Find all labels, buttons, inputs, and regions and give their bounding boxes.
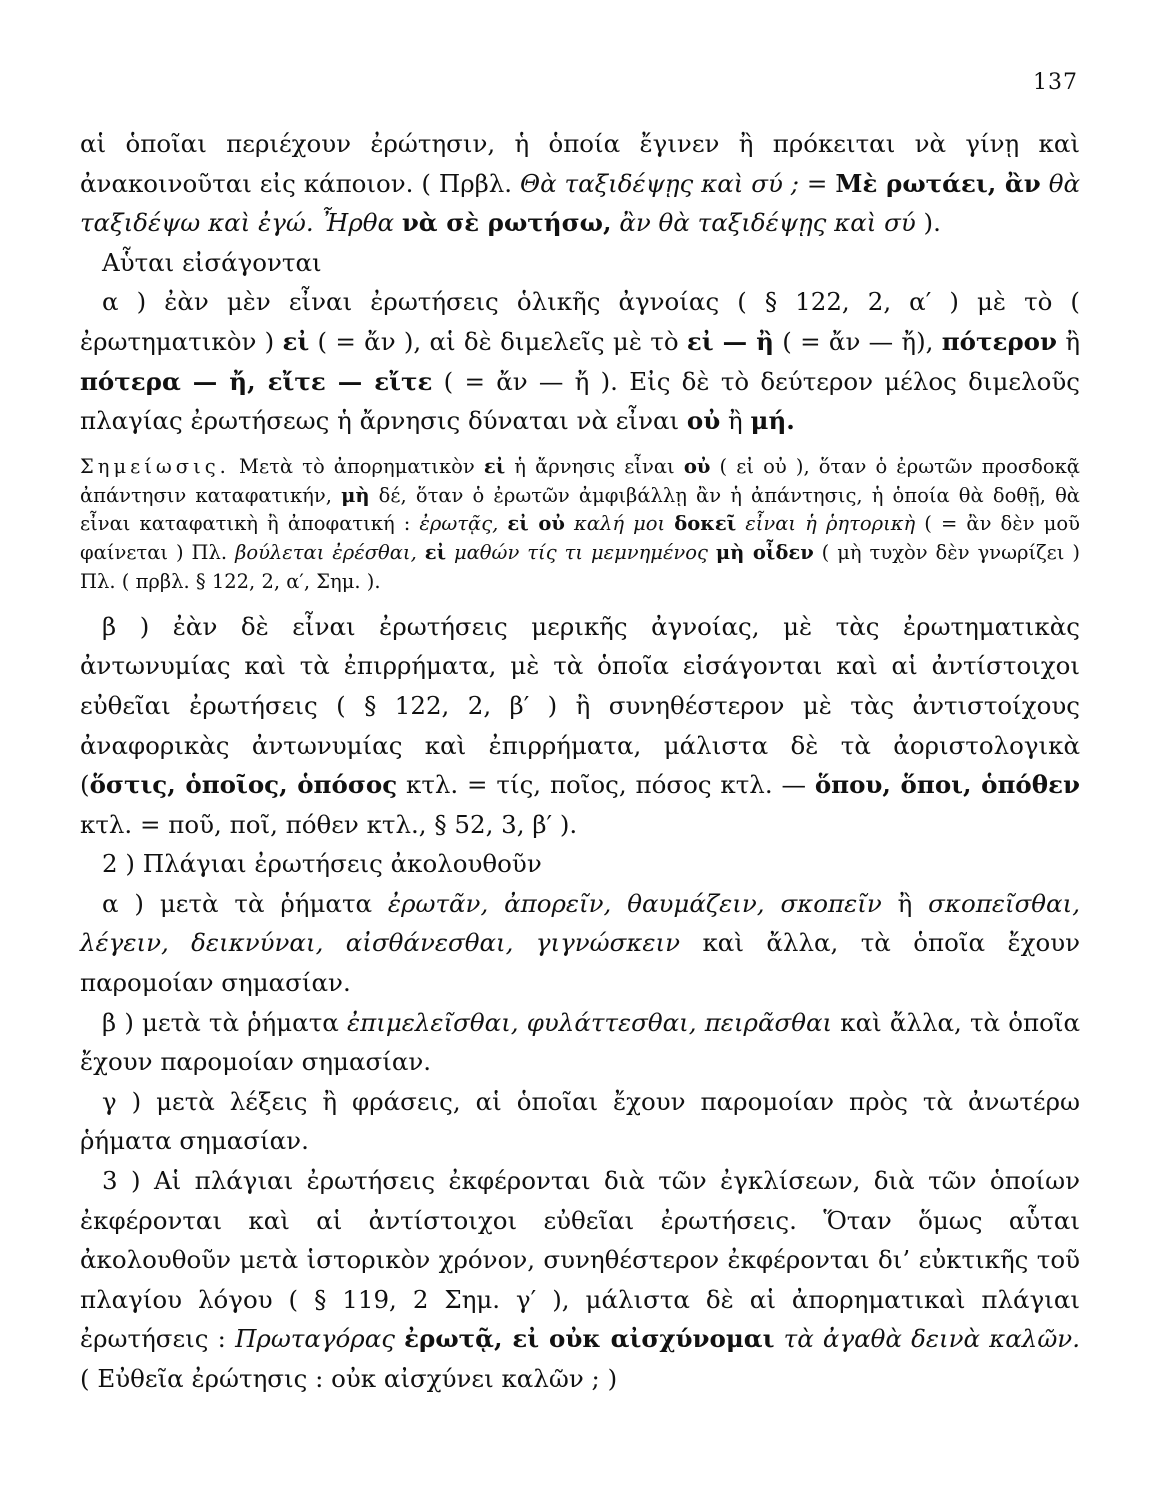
emphasized-text: μή. xyxy=(750,406,795,436)
emphasized-text: εἰ xyxy=(282,326,310,356)
emphasized-text: θὰ ταξιδέψω καὶ ἐγώ. Ἦρθα xyxy=(80,168,1080,238)
emphasized-text: εἰ xyxy=(424,541,447,565)
emphasized-text: ἐρωτᾶν, ἀπορεῖν, θαυμάζειν, σκοπεῖν xyxy=(387,888,882,918)
text-run xyxy=(1041,169,1049,198)
emphasized-text: ἐρωτᾷ, εἰ οὐκ αἰσχύνομαι xyxy=(404,1324,775,1354)
text-run: καὶ ἄλλα, τὰ ὁποῖα ἔχουν παρομοίαν σημασίαν. xyxy=(80,928,1080,998)
emphasized-text: ἐρωτᾷς, xyxy=(419,512,499,536)
emphasized-text: ὅπου, ὅποι, ὁπόθεν xyxy=(814,770,1080,800)
emphasized-text: βούλεται ἐρέσθαι, xyxy=(235,541,417,565)
emphasized-text: Πρωταγόρας xyxy=(235,1324,395,1354)
text-run xyxy=(665,512,674,535)
text-run: Μετὰ τὸ ἀπορηματικὸν xyxy=(229,454,484,478)
text-paragraph xyxy=(80,1082,1080,1161)
text-paragraph xyxy=(80,1161,1080,1399)
text-run: ἢ xyxy=(720,406,751,436)
text-run: ( μὴ τυχὸν δὲν γνωρίζει ) Πλ. ( πρβλ. § 122, 2, α′, Σημ. ). xyxy=(80,541,1080,593)
text-run xyxy=(446,541,454,564)
emphasized-text: καλή μοι xyxy=(574,512,666,536)
emphasized-text: εἰ — ἢ xyxy=(686,326,774,356)
page-body xyxy=(80,124,1080,1399)
emphasized-text: Μὲ ρωτάει, ἂν xyxy=(835,168,1041,198)
emphasized-text: Θὰ ταξιδέψῃς καὶ σύ ; xyxy=(519,168,800,198)
emphasized-text: τὰ ἀγαθὰ δεινὰ καλῶν. xyxy=(783,1324,1080,1354)
emphasized-text: εἶναι ἡ ῥητορικὴ xyxy=(745,512,916,536)
text-run: β ) μετὰ τὰ ῥήματα xyxy=(102,1007,347,1037)
emphasized-text: οὐ xyxy=(686,406,721,436)
text-run: β ) ἐὰν δὲ εἶναι ἐρωτήσεις μερικῆς ἀγνοίας, μὲ τὰς ἐρωτηματικὰς ἀντωνυμίας καὶ τὰ ἐπιρρήματα, μὲ τὰ ὁποῖα εἰσάγονται καὶ αἱ ἀντίστοιχοι εὐθεῖαι ἐρωτήσεις ( § 122, 2, β′ ) ἢ συνηθέστερον μὲ τὰς ἀντιστοίχους ἀναφορικὰς ἀντωνυμίας καὶ ἐπιρρήματα, μάλιστα δὲ τὰ ἀοριστολογικὰ ( xyxy=(80,611,1080,800)
text-run xyxy=(775,1324,784,1353)
text-run: γ ) μετὰ λέξεις ἢ φράσεις, αἱ ὁποῖαι ἔχουν παρομοίαν πρὸς τὰ ἀνωτέρω ῥήματα σημασίαν. xyxy=(80,1086,1080,1156)
text-run: ( Εὐθεῖα ἐρώτησις : οὐκ αἰσχύνει καλῶν ; ) xyxy=(80,1364,618,1394)
emphasized-text: πότερα — ἤ, εἴτε — εἴτε xyxy=(80,366,433,396)
emphasized-text: Σημείωσις. xyxy=(80,454,230,478)
text-run: α ) μετὰ τὰ ῥήματα xyxy=(102,888,388,918)
text-paragraph xyxy=(80,282,1080,440)
text-paragraph xyxy=(80,884,1080,1003)
emphasized-text: οὐ xyxy=(683,454,711,478)
text-run: ( = ἄν — ἤ ). Εἰς δὲ τὸ δεύτερον μέλος διμελοῦς πλαγίας ἐρωτήσεως ἡ ἄρνησις δύναται νὰ εἶναι xyxy=(80,366,1080,436)
text-run: ἢ xyxy=(881,888,929,918)
emphasized-text: εἰ xyxy=(483,454,506,478)
text-run: α ) ἐὰν μὲν εἶναι ἐρωτήσεις ὁλικῆς ἀγνοίας ( § 122, 2, α′ ) μὲ τὸ ( ἐρωτηματικὸν ) xyxy=(80,287,1080,356)
text-run: ἡ ἄρνησις εἶναι xyxy=(505,454,684,478)
text-run: ( = ἄν ), αἱ δὲ διμελεῖς μὲ τὸ xyxy=(309,326,687,356)
text-run: ( εἰ οὐ ), ὅταν ὁ ἐρωτῶν προσδοκᾷ ἀπάντησιν καταφατικήν, xyxy=(80,454,1080,507)
text-run: = xyxy=(799,168,836,198)
text-run: κτλ. = ποῦ, ποῖ, πόθεν κτλ., § 52, 3, β′ ). xyxy=(80,809,578,839)
text-paragraph xyxy=(80,1003,1080,1082)
text-paragraph xyxy=(80,124,1080,243)
emphasized-text: μὴ xyxy=(341,483,370,507)
text-paragraph xyxy=(80,243,1080,283)
emphasized-text: ἐπιμελεῖσθαι, φυλάττεσθαι, πειρᾶσθαι xyxy=(346,1007,833,1037)
emphasized-text: μὴ οἶδεν xyxy=(715,541,814,565)
emphasized-text: εἰ οὐ xyxy=(507,512,565,536)
text-run: κτλ. = τίς, ποῖος, πόσος κτλ. — xyxy=(397,770,815,800)
emphasized-text: μαθών τίς τι μεμνημένος xyxy=(453,541,708,565)
text-run xyxy=(736,512,745,535)
text-paragraph xyxy=(80,607,1080,845)
text-paragraph xyxy=(80,844,1080,884)
emphasized-text: πότερον xyxy=(941,326,1058,356)
emphasized-text: νὰ σὲ ρωτήσω, xyxy=(401,208,612,238)
text-run: ( = ἂν δὲν μοῦ φαίνεται ) Πλ. xyxy=(80,512,1080,565)
text-run xyxy=(565,512,574,535)
text-run: 3 ) Αἱ πλάγιαι ἐρωτήσεις ἐκφέρονται διὰ τῶν ἐγκλίσεων, διὰ τῶν ὁποίων ἐκφέρονται καὶ αἱ ἀντίστοιχοι εὐθεῖαι ἐρωτήσεις. Ὅταν ὅμως αὗται ἀκολουθοῦν μετὰ ἱστορικὸν χρόνον, συνηθέστερον ἐκφέρονται δι’ εὐκτικῆς τοῦ πλαγίου λόγου ( § 119, 2 Σημ. γ′ ), μάλιστα δὲ αἱ ἀπορηματικαὶ πλάγιαι ἐρωτήσεις : xyxy=(80,1166,1080,1354)
text-run: ( = ἄν — ἤ), xyxy=(773,326,942,356)
page-number: 137 xyxy=(1033,70,1078,95)
text-run: ἢ xyxy=(1057,326,1080,356)
text-run: δέ, ὅταν ὁ ἐρωτῶν ἀμφιβάλλῃ ἂν ἡ ἀπάντησις, ἡ ὁποία θὰ δοθῇ, θὰ εἶναι καταφατικὴ ἢ ἀποφατική : xyxy=(80,483,1080,536)
emphasized-text: ἂν θὰ ταξιδέψῃς καὶ σύ xyxy=(619,208,916,238)
text-run: καὶ ἄλλα, τὰ ὁποῖα ἔχουν παρομοίαν σημασίαν. xyxy=(80,1007,1080,1077)
emphasized-text: ὅστις, ὁποῖος, ὁπόσος xyxy=(89,770,398,800)
emphasized-text: δοκεῖ xyxy=(674,512,737,536)
text-run xyxy=(395,1324,404,1353)
text-run xyxy=(708,541,716,564)
text-run: 2 ) Πλάγιαι ἐρωτήσεις ἀκολουθοῦν xyxy=(102,849,542,879)
text-run xyxy=(394,208,402,237)
text-run: αἱ ὁποῖαι περιέχουν ἐρώτησιν, ἡ ὁποία ἔγινεν ἢ πρόκειται νὰ γίνῃ καὶ ἀνακοινοῦται εἰς κάποιον. ( Πρβλ. xyxy=(80,129,1080,198)
text-run: Αὗται εἰσάγονται xyxy=(102,247,322,277)
text-run: ). xyxy=(915,208,941,238)
emphasized-text: σκοπεῖσθαι, λέγειν, δεικνύναι, αἰσθάνεσθαι, γιγνώσκειν xyxy=(80,888,1080,958)
note-paragraph xyxy=(80,453,1080,597)
text-run xyxy=(417,541,425,564)
